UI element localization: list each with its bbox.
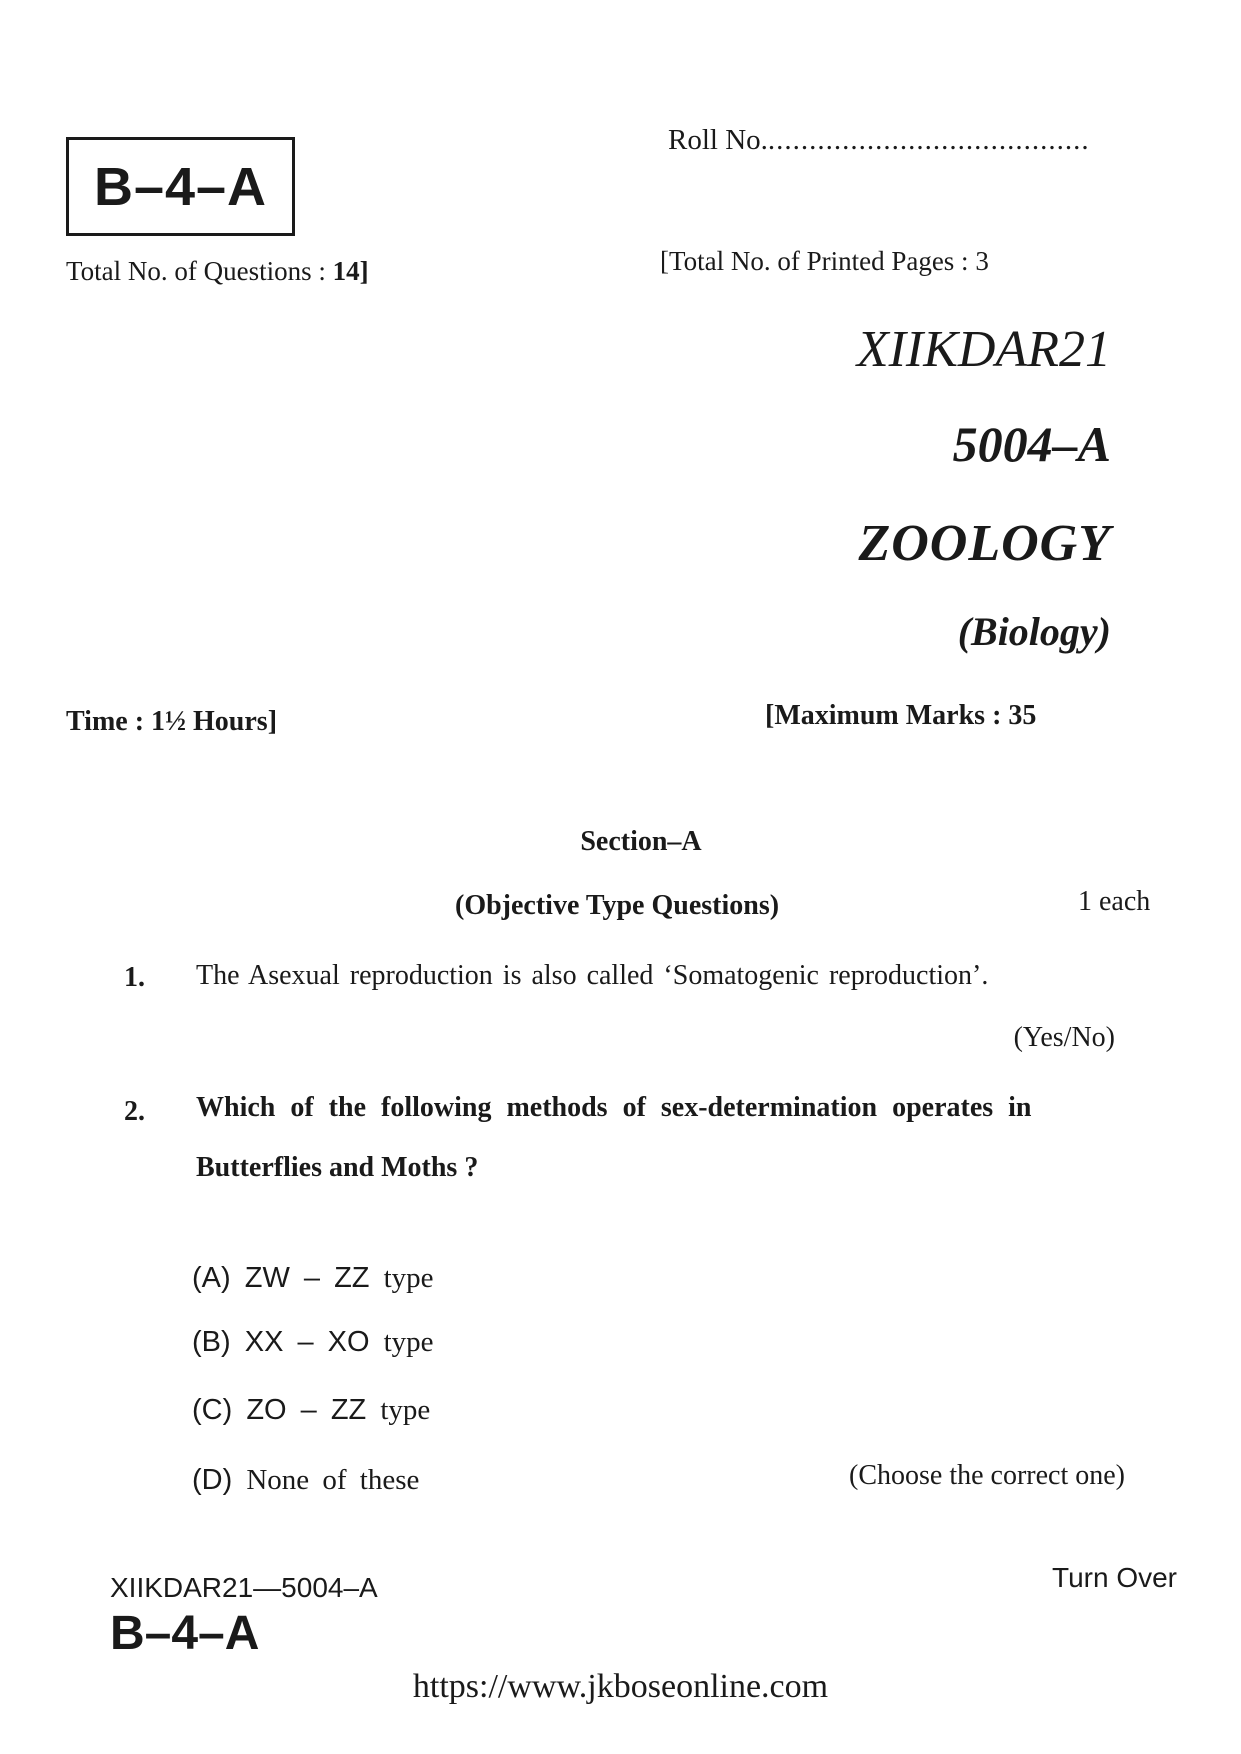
footer-paper-code: XIIKDAR21—5004–A — [110, 1572, 378, 1603]
paper-set-code-box — [66, 137, 295, 236]
total-pages — [660, 246, 989, 277]
footer-set-code: B–4–A — [110, 1607, 260, 1660]
option-c-text: ZO – ZZ — [246, 1394, 367, 1426]
roll-label: Roll No. — [668, 124, 768, 156]
option-b-text: XX – XO — [244, 1326, 370, 1358]
time-allowed: Time : 1½ Hours] — [66, 706, 278, 737]
question-1-text: The Asexual reproduction is also called ‘Somatogenic reproduction’. — [196, 960, 989, 991]
question-2-instruction: (Choose the correct one) — [849, 1460, 1125, 1491]
paper-number: 5004–A — [952, 416, 1111, 472]
section-subtitle: (Objective Type Questions) — [455, 890, 780, 921]
subject-title: ZOOLOGY — [858, 515, 1111, 572]
total-questions-value: 14 — [332, 256, 360, 286]
option-b — [192, 1326, 434, 1359]
marks-note: 1 each — [1078, 886, 1151, 917]
option-c — [192, 1394, 430, 1427]
option-c-suffix: type — [380, 1394, 431, 1426]
section-title: Section–A — [580, 826, 702, 857]
roll-dots: ....................................... — [767, 124, 1090, 156]
option-d — [192, 1464, 419, 1497]
option-a-suffix: type — [383, 1262, 434, 1294]
subject-subtitle: (Biology) — [957, 609, 1111, 654]
question-2-text-line1: Which of the following methods of sex-determination operates in — [196, 1092, 1032, 1123]
option-b-label: (B) — [192, 1326, 231, 1358]
turn-over-note: Turn Over — [1052, 1562, 1177, 1593]
total-questions: Total No. of Questions : 14] — [66, 256, 369, 286]
question-1-number: 1. — [124, 962, 145, 993]
question-2-text-line2: Butterflies and Moths ? — [196, 1152, 479, 1183]
option-d-label: (D) — [192, 1464, 233, 1496]
option-c-label: (C) — [192, 1394, 233, 1426]
maximum-marks: [Maximum Marks : 35 — [765, 700, 1037, 731]
total-questions-label: Total No. of Questions : — [66, 256, 326, 286]
option-d-text: None of these — [246, 1464, 420, 1496]
total-pages-label: [Total No. of Printed Pages : — [660, 246, 969, 276]
paper-code: XIIKDAR21 — [856, 321, 1111, 378]
source-url: https://www.jkboseonline.com — [412, 1668, 829, 1705]
question-1-hint: (Yes/No) — [1013, 1022, 1115, 1053]
total-pages-value: 3 — [975, 246, 989, 276]
roll-number-field — [668, 124, 1090, 157]
question-2-number: 2. — [124, 1096, 145, 1127]
option-a-text: ZW – ZZ — [244, 1262, 370, 1294]
option-a-label: (A) — [192, 1262, 231, 1294]
option-a — [192, 1262, 434, 1295]
option-b-suffix: type — [383, 1326, 434, 1358]
paper-set-code: B–4–A — [93, 156, 268, 217]
